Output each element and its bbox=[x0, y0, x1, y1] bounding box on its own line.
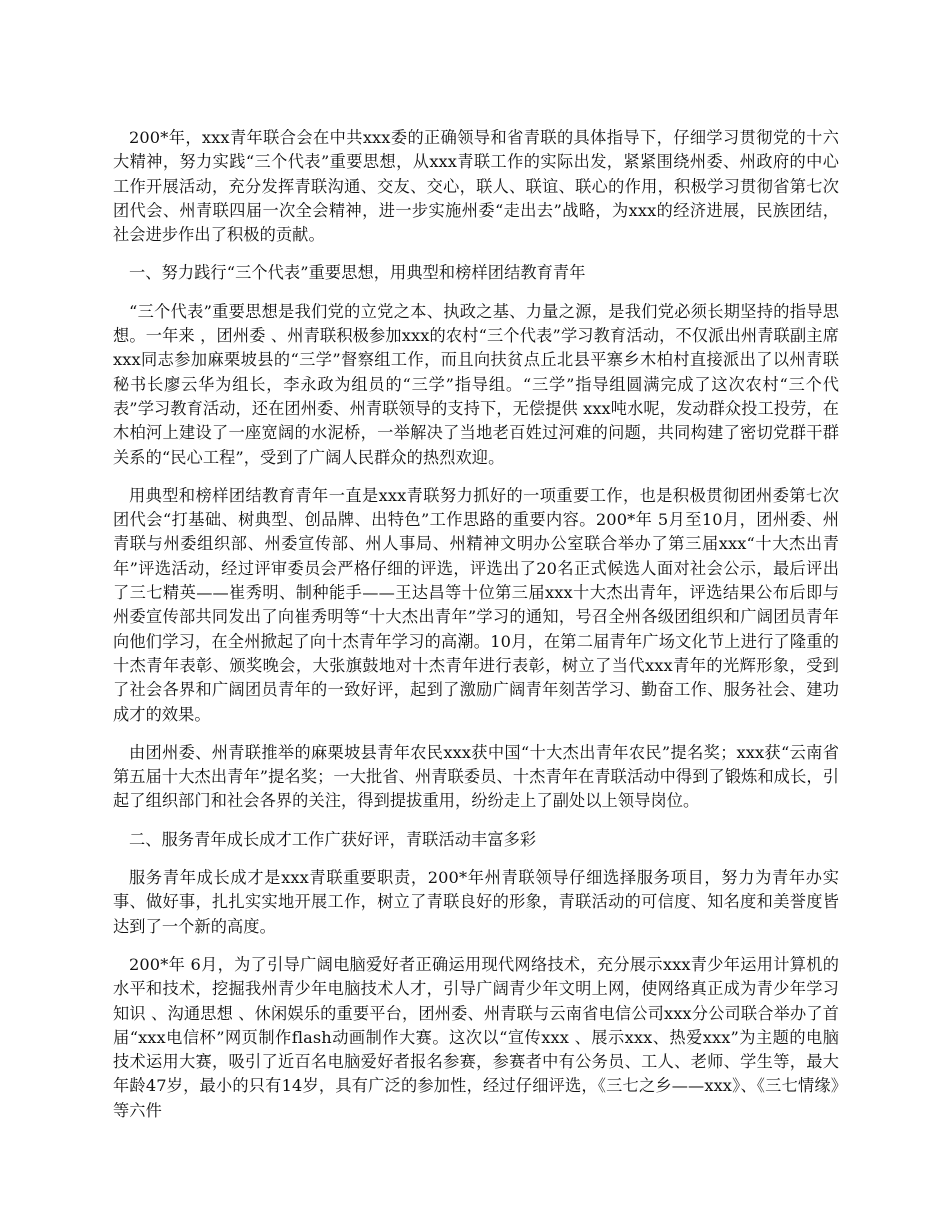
paragraph-role-models: 用典型和榜样团结教育青年一直是xxx青联努力抓好的一项重要工作，也是积极贯彻团州委第七次团代会“打基础、树典型、创品牌、出特色”工作思路的重要内容。200*年 5月至10月，团州委、州青联与州委组织部、州委宣传部、州人事局、州精神文明办公室联合举办了第三届xxx“十大杰出青年”评选活动，经过评审委员会严格仔细的评选，评选出了20名正式候选人面对社会公示，最后评出了三七精英——崔秀明、制种能手——王达昌等十位第三届xxx十大杰出青年，评选结果公布后即与州委宣传部共同发出了向崔秀明等“十大杰出青年”学习的通知，号召全州各级团组织和广阔团员青年向他们学习，在全州掀起了向十杰青年学习的高潮。10月，在第二届青年广场文化节上进行了隆重的十杰青年表彰、颁奖晚会，大张旗鼓地对十杰青年进行表彰，树立了当代xxx青年的光辉形象，受到了社会各界和广阔团员青年的一致好评，起到了激励广阔青年刻苦学习、勤奋工作、服务社会、建功成才的效果。 bbox=[113, 485, 839, 724]
section-heading-1: 一、努力践行“三个代表”重要思想，用典型和榜样团结教育青年 bbox=[129, 263, 586, 283]
paragraph-nominations: 由团州委、州青联推举的麻栗坡县青年农民xxx获中国“十大杰出青年农民”提名奖；xxx获“云南省第五届十大杰出青年”提名奖；一大批省、州青联委员、十杰青年在青联活动中得到了锻炼和成长，引起了组织部门和社会各界的关注，得到提拔重用，纷纷走上了副处以上领导岗位。 bbox=[113, 742, 839, 811]
paragraph-service: 服务青年成长成才是xxx青联重要职责，200*年州青联领导仔细选择服务项目，努力为青年办实事、做好事，扎扎实实地开展工作，树立了青联良好的形象，青联活动的可信度、知名度和美誉度皆达到了一个新的高度。 bbox=[113, 868, 839, 936]
section-heading-2: 二、服务青年成长成才工作广获好评，青联活动丰富多彩 bbox=[129, 829, 537, 849]
paragraph-three-represents: “三个代表”重要思想是我们党的立党之本、执政之基、力量之源，是我们党必须长期坚持的指导思想。一年来 ，团州委 、州青联积极参加xxx的农村“三个代表”学习教育活动，不仅派出州青联副主席xxx同志参加麻栗坡县的“三学”督察组工作，而且向扶贫点丘北县平寨乡木柏村直接派出了以州青联秘书长廖云华为组长，李永政为组员的“三学”指导组。“三学”指导组圆满完成了这次农村“三个代表”学习教育活动，还在团州委、州青联领导的支持下，无偿提供 xxx吨水呢，发动群众投工投劳，在木柏河上建设了一座宽阔的水泥桥，一举解决了当地老百姓过河难的问题，共同构建了密切党群干群关系的“民心工程”，受到了广阔人民群众的热烈欢迎。 bbox=[113, 301, 839, 467]
paragraph-contest: 200*年 6月，为了引导广阔电脑爱好者正确运用现代网络技术，充分展示xxx青少年运用计算机的水平和技术，挖掘我州青少年电脑技术人才，引导广阔青少年文明上网，使网络真正成为青少年学习知识 、沟通思想 、休闲娱乐的重要平台，团州委、州青联与云南省电信公司xxx分公司联合举办了首届“xxx电信杯”网页制作flash动画制作大赛。这次以“宣传xxx 、展示xxx、热爱xxx”为主题的电脑技术运用大赛，吸引了近百名电脑爱好者报名参赛，参赛者中有公务员、工人、老师、学生等，最大年龄47岁，最小的只有14岁，具有广泛的参加性，经过仔细评选，《三七之乡——xxx》、《三七情缘》等六件 bbox=[113, 954, 839, 1120]
paragraph-intro: 200*年，xxx青年联合会在中共xxx委的正确领导和省青联的具体指导下，仔细学习贯彻党的十六大精神，努力实践“三个代表”重要思想，从xxx青联工作的实际出发，紧紧围绕州委、州政府的中心工作开展活动，充分发挥青联沟通、交友、交心，联人、联谊、联心的作用，积极学习贯彻省第七次团代会、州青联四届一次全会精神，进一步实施州委“走出去”战略，为xxx的经济进展，民族团结，社会进步作出了积极的贡献。 bbox=[113, 128, 839, 245]
document-page bbox=[113, 126, 839, 1137]
